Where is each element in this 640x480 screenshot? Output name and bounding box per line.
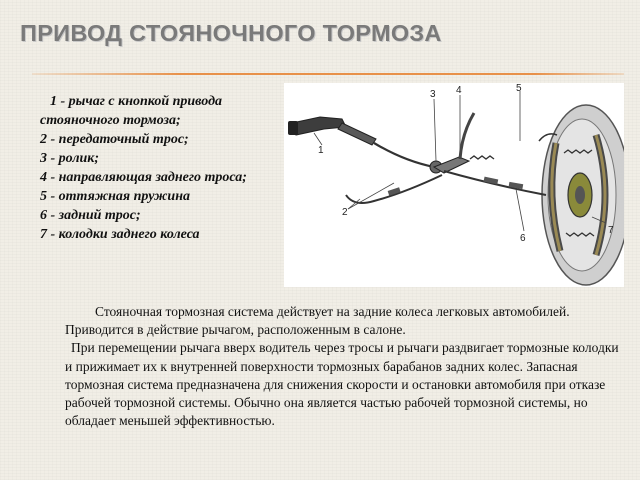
callout-6: 6 xyxy=(520,233,526,244)
description-paragraph-2: При перемещении рычага вверх водитель через тросы и рычаги раздвигает тормозные колодки и прижимает их к внутренней поверхности тормозных барабанов задних колес. Запасная тормозная система предназначена для снижения скорости и остановки автомобиля при отказе рабочей тормозной системы. Обычно она является частью рабочей тормозной системы, но обладает меньшей эффективностью. xyxy=(65,340,619,429)
cable-guide-shape xyxy=(434,157,469,173)
legend-item: 3 - ролик; xyxy=(40,151,100,166)
parking-brake-illustration xyxy=(284,83,624,287)
legend-item: 5 - оттяжная пружина xyxy=(40,189,190,204)
legend-item: 6 - задний трос; xyxy=(40,208,141,223)
title-divider xyxy=(32,73,624,75)
callout-2: 2 xyxy=(342,207,348,218)
parts-legend xyxy=(40,92,280,244)
callout-4: 4 xyxy=(456,85,462,96)
legend-item: 1 - рычаг с кнопкой привода стояночного тормоза; xyxy=(40,94,223,128)
legend-item: 7 - колодки заднего колеса xyxy=(40,227,200,242)
slide-title: ПРИВОД СТОЯНОЧНОГО ТОРМОЗА xyxy=(20,20,442,46)
transfer-cable-shape xyxy=(374,143,434,167)
parking-brake-diagram xyxy=(284,83,624,287)
handbrake-lever-shape xyxy=(292,117,346,135)
callout-7: 7 xyxy=(608,225,614,236)
description-paragraph-1: Стояночная тормозная система действует на задние колеса легковых автомобилей. Приводится в действие рычагом, расположенным в салоне. xyxy=(65,304,570,338)
callout-5: 5 xyxy=(516,83,522,94)
legend-item: 4 - направляющая заднего троса; xyxy=(40,170,247,185)
callout-3: 3 xyxy=(430,89,436,100)
callout-1: 1 xyxy=(318,145,324,156)
description-text xyxy=(65,303,625,430)
legend-item: 2 - передаточный трос; xyxy=(40,132,189,147)
